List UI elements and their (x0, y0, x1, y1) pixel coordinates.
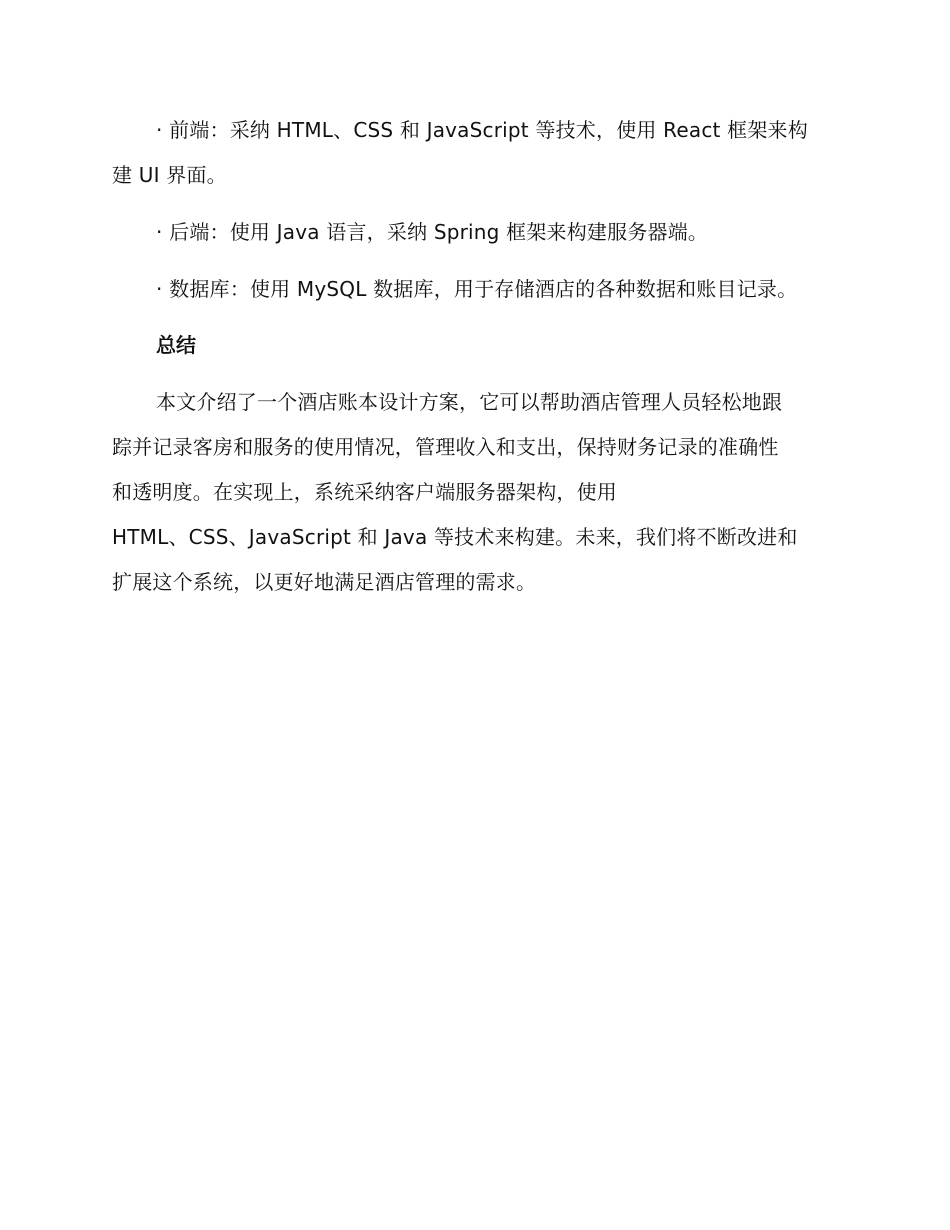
bullet-database-line-1: · 数据库：使用 MySQL 数据库，用于存储酒店的各种数据和账目记录。 (156, 277, 798, 301)
document-body (112, 108, 836, 605)
bullet-backend (112, 210, 836, 255)
bullet-frontend-line-1: · 前端：采纳 HTML、CSS 和 JavaScript 等技术，使用 React 框架来构 (156, 118, 808, 142)
summary-paragraph (112, 380, 836, 605)
bullet-database (112, 267, 836, 312)
summary-line: 和透明度。在实现上，系统采纳客户端服务器架构，使用 (112, 480, 617, 504)
bullet-frontend (112, 108, 836, 198)
summary-line: HTML、CSS、JavaScript 和 Java 等技术来构建。未来，我们将不断改进和 (112, 525, 798, 549)
bullet-backend-line-1: · 后端：使用 Java 语言，采纳 Spring 框架来构建服务器端。 (156, 220, 709, 244)
summary-line: 本文介绍了一个酒店账本设计方案，它可以帮助酒店管理人员轻松地跟 (156, 390, 783, 414)
summary-line: 扩展这个系统，以更好地满足酒店管理的需求。 (112, 570, 537, 594)
bullet-frontend-line-2: 建 UI 界面。 (112, 163, 227, 187)
summary-heading: 总结 (156, 333, 196, 357)
summary-line: 踪并记录客房和服务的使用情况，管理收入和支出，保持财务记录的准确性 (112, 435, 779, 459)
